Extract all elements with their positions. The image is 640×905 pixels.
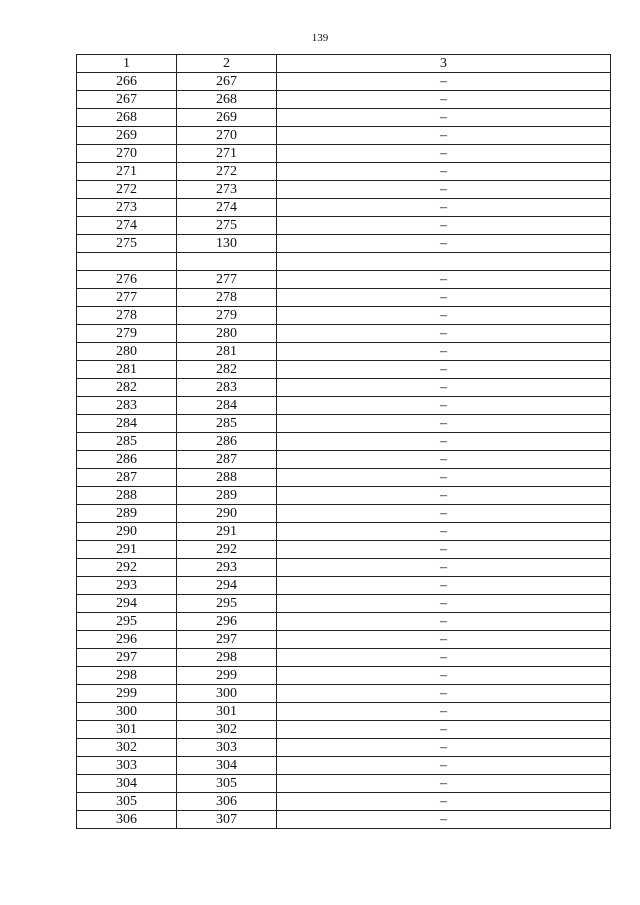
table-cell-col-3: – — [277, 433, 611, 451]
table-cell-col-1: 304 — [77, 775, 177, 793]
table-row — [77, 73, 611, 91]
table-row — [77, 505, 611, 523]
table-cell-col-3: – — [277, 415, 611, 433]
table-cell-col-2: 288 — [177, 469, 277, 487]
table-row — [77, 487, 611, 505]
table-row — [77, 451, 611, 469]
table-cell-col-1 — [77, 253, 177, 271]
table-cell-col-1: 266 — [77, 73, 177, 91]
table-cell-col-2: 296 — [177, 613, 277, 631]
table-cell-col-3: – — [277, 775, 611, 793]
table-cell-col-1: 281 — [77, 361, 177, 379]
table-cell-col-1: 268 — [77, 109, 177, 127]
table-cell-col-2: 275 — [177, 217, 277, 235]
table-cell-col-3: – — [277, 145, 611, 163]
table-cell-col-1: 277 — [77, 289, 177, 307]
table-row — [77, 199, 611, 217]
table-cell-col-3: – — [277, 217, 611, 235]
table-row — [77, 271, 611, 289]
column-header-3: 3 — [277, 55, 611, 73]
table-cell-col-1: 272 — [77, 181, 177, 199]
table-cell-col-1: 293 — [77, 577, 177, 595]
table-cell-col-1: 303 — [77, 757, 177, 775]
table-cell-col-2: 277 — [177, 271, 277, 289]
table-cell-col-1: 287 — [77, 469, 177, 487]
table-cell-col-1: 296 — [77, 631, 177, 649]
table-cell-col-1: 273 — [77, 199, 177, 217]
table-cell-col-3: – — [277, 559, 611, 577]
table-row — [77, 109, 611, 127]
table-cell-col-3: – — [277, 307, 611, 325]
table-cell-col-2: 297 — [177, 631, 277, 649]
table-row — [77, 703, 611, 721]
table-row — [77, 469, 611, 487]
table-row — [77, 325, 611, 343]
table-row — [77, 649, 611, 667]
table-cell-col-1: 292 — [77, 559, 177, 577]
table-cell-col-1: 269 — [77, 127, 177, 145]
table-cell-col-3: – — [277, 91, 611, 109]
table-row — [77, 433, 611, 451]
table-row — [77, 289, 611, 307]
table-row — [77, 757, 611, 775]
table-cell-col-2: 270 — [177, 127, 277, 145]
table-cell-col-1: 289 — [77, 505, 177, 523]
table-cell-col-2: 282 — [177, 361, 277, 379]
table-cell-col-3: – — [277, 631, 611, 649]
blank-table-row — [77, 253, 611, 271]
table-row — [77, 721, 611, 739]
table-cell-col-1: 288 — [77, 487, 177, 505]
table-cell-col-2: 280 — [177, 325, 277, 343]
table-cell-col-2: 283 — [177, 379, 277, 397]
table-row — [77, 217, 611, 235]
table-cell-col-1: 276 — [77, 271, 177, 289]
table-cell-col-1: 305 — [77, 793, 177, 811]
table-cell-col-3: – — [277, 343, 611, 361]
table-cell-col-2: 298 — [177, 649, 277, 667]
table-cell-col-3: – — [277, 649, 611, 667]
table-cell-col-3: – — [277, 127, 611, 145]
table-cell-col-1: 267 — [77, 91, 177, 109]
table-row — [77, 415, 611, 433]
table-row — [77, 739, 611, 757]
table-cell-col-1: 297 — [77, 649, 177, 667]
column-header-1: 1 — [77, 55, 177, 73]
table-cell-col-3: – — [277, 235, 611, 253]
table-cell-col-2: 290 — [177, 505, 277, 523]
table-cell-col-3: – — [277, 793, 611, 811]
table-cell-col-1: 278 — [77, 307, 177, 325]
table-cell-col-3 — [277, 253, 611, 271]
table-cell-col-1: 306 — [77, 811, 177, 829]
table-cell-col-1: 286 — [77, 451, 177, 469]
table-cell-col-2: 291 — [177, 523, 277, 541]
table-cell-col-3: – — [277, 541, 611, 559]
table-cell-col-3: – — [277, 199, 611, 217]
table-row — [77, 145, 611, 163]
table-cell-col-2: 287 — [177, 451, 277, 469]
table-cell-col-1: 285 — [77, 433, 177, 451]
table-cell-col-3: – — [277, 667, 611, 685]
table-cell-col-3: – — [277, 379, 611, 397]
table-cell-col-3: – — [277, 757, 611, 775]
table-row — [77, 127, 611, 145]
table-row — [77, 91, 611, 109]
table-row — [77, 397, 611, 415]
table-cell-col-2: 307 — [177, 811, 277, 829]
table-cell-col-2: 285 — [177, 415, 277, 433]
table-cell-col-3: – — [277, 451, 611, 469]
table-cell-col-3: – — [277, 325, 611, 343]
table-cell-col-2: 305 — [177, 775, 277, 793]
table-row — [77, 163, 611, 181]
table-cell-col-3: – — [277, 811, 611, 829]
table-row — [77, 379, 611, 397]
table-cell-col-2: 301 — [177, 703, 277, 721]
table-cell-col-2: 292 — [177, 541, 277, 559]
table-cell-col-2: 302 — [177, 721, 277, 739]
table-cell-col-1: 284 — [77, 415, 177, 433]
table-cell-col-3: – — [277, 109, 611, 127]
table-cell-col-2: 267 — [177, 73, 277, 91]
table-cell-col-2: 281 — [177, 343, 277, 361]
table-row — [77, 577, 611, 595]
table-cell-col-3: – — [277, 613, 611, 631]
page-number: 139 — [311, 32, 329, 44]
table-row — [77, 559, 611, 577]
table-cell-col-2: 279 — [177, 307, 277, 325]
table-row — [77, 793, 611, 811]
table-cell-col-1: 298 — [77, 667, 177, 685]
table-cell-col-2: 303 — [177, 739, 277, 757]
table-cell-col-2: 273 — [177, 181, 277, 199]
table-cell-col-2: 274 — [177, 199, 277, 217]
table-cell-col-1: 300 — [77, 703, 177, 721]
table-cell-col-3: – — [277, 739, 611, 757]
table-cell-col-1: 299 — [77, 685, 177, 703]
table-body — [77, 73, 611, 829]
table-cell-col-3: – — [277, 703, 611, 721]
table-cell-col-3: – — [277, 289, 611, 307]
table-row — [77, 361, 611, 379]
column-header-2: 2 — [177, 55, 277, 73]
table-cell-col-3: – — [277, 181, 611, 199]
table-row — [77, 613, 611, 631]
table-row — [77, 667, 611, 685]
header-row — [77, 55, 611, 73]
table-cell-col-1: 280 — [77, 343, 177, 361]
table-row — [77, 811, 611, 829]
table-cell-col-2: 271 — [177, 145, 277, 163]
table-cell-col-3: – — [277, 271, 611, 289]
table-row — [77, 523, 611, 541]
table-cell-col-1: 290 — [77, 523, 177, 541]
table-cell-col-2 — [177, 253, 277, 271]
table-row — [77, 685, 611, 703]
table-cell-col-2: 293 — [177, 559, 277, 577]
table-cell-col-1: 275 — [77, 235, 177, 253]
table-cell-col-1: 282 — [77, 379, 177, 397]
table-cell-col-3: – — [277, 523, 611, 541]
table-cell-col-1: 291 — [77, 541, 177, 559]
table-cell-col-2: 269 — [177, 109, 277, 127]
table-cell-col-3: – — [277, 505, 611, 523]
table-cell-col-1: 295 — [77, 613, 177, 631]
table-cell-col-3: – — [277, 397, 611, 415]
table-cell-col-1: 294 — [77, 595, 177, 613]
table-cell-col-3: – — [277, 469, 611, 487]
table-cell-col-1: 270 — [77, 145, 177, 163]
table-row — [77, 181, 611, 199]
table-cell-col-3: – — [277, 163, 611, 181]
table-cell-col-2: 289 — [177, 487, 277, 505]
table-cell-col-2: 286 — [177, 433, 277, 451]
table-cell-col-3: – — [277, 73, 611, 91]
table-row — [77, 541, 611, 559]
table-cell-col-1: 274 — [77, 217, 177, 235]
table-cell-col-2: 268 — [177, 91, 277, 109]
table-cell-col-2: 304 — [177, 757, 277, 775]
table-cell-col-3: – — [277, 361, 611, 379]
table-cell-col-3: – — [277, 685, 611, 703]
table-cell-col-2: 295 — [177, 595, 277, 613]
table-cell-col-1: 279 — [77, 325, 177, 343]
table-cell-col-2: 294 — [177, 577, 277, 595]
table-cell-col-1: 302 — [77, 739, 177, 757]
table-cell-col-2: 284 — [177, 397, 277, 415]
table-cell-col-3: – — [277, 577, 611, 595]
table-cell-col-2: 299 — [177, 667, 277, 685]
table-cell-col-2: 278 — [177, 289, 277, 307]
table-cell-col-1: 301 — [77, 721, 177, 739]
table-cell-col-2: 130 — [177, 235, 277, 253]
data-table — [76, 54, 611, 829]
table-cell-col-3: – — [277, 595, 611, 613]
table-cell-col-3: – — [277, 721, 611, 739]
table-cell-col-2: 300 — [177, 685, 277, 703]
table-row — [77, 343, 611, 361]
table-cell-col-2: 306 — [177, 793, 277, 811]
table-row — [77, 631, 611, 649]
table-cell-col-3: – — [277, 487, 611, 505]
table-cell-col-1: 271 — [77, 163, 177, 181]
table-row — [77, 595, 611, 613]
table-cell-col-1: 283 — [77, 397, 177, 415]
table-row — [77, 307, 611, 325]
table-cell-col-2: 272 — [177, 163, 277, 181]
table-row — [77, 775, 611, 793]
table-row — [77, 235, 611, 253]
